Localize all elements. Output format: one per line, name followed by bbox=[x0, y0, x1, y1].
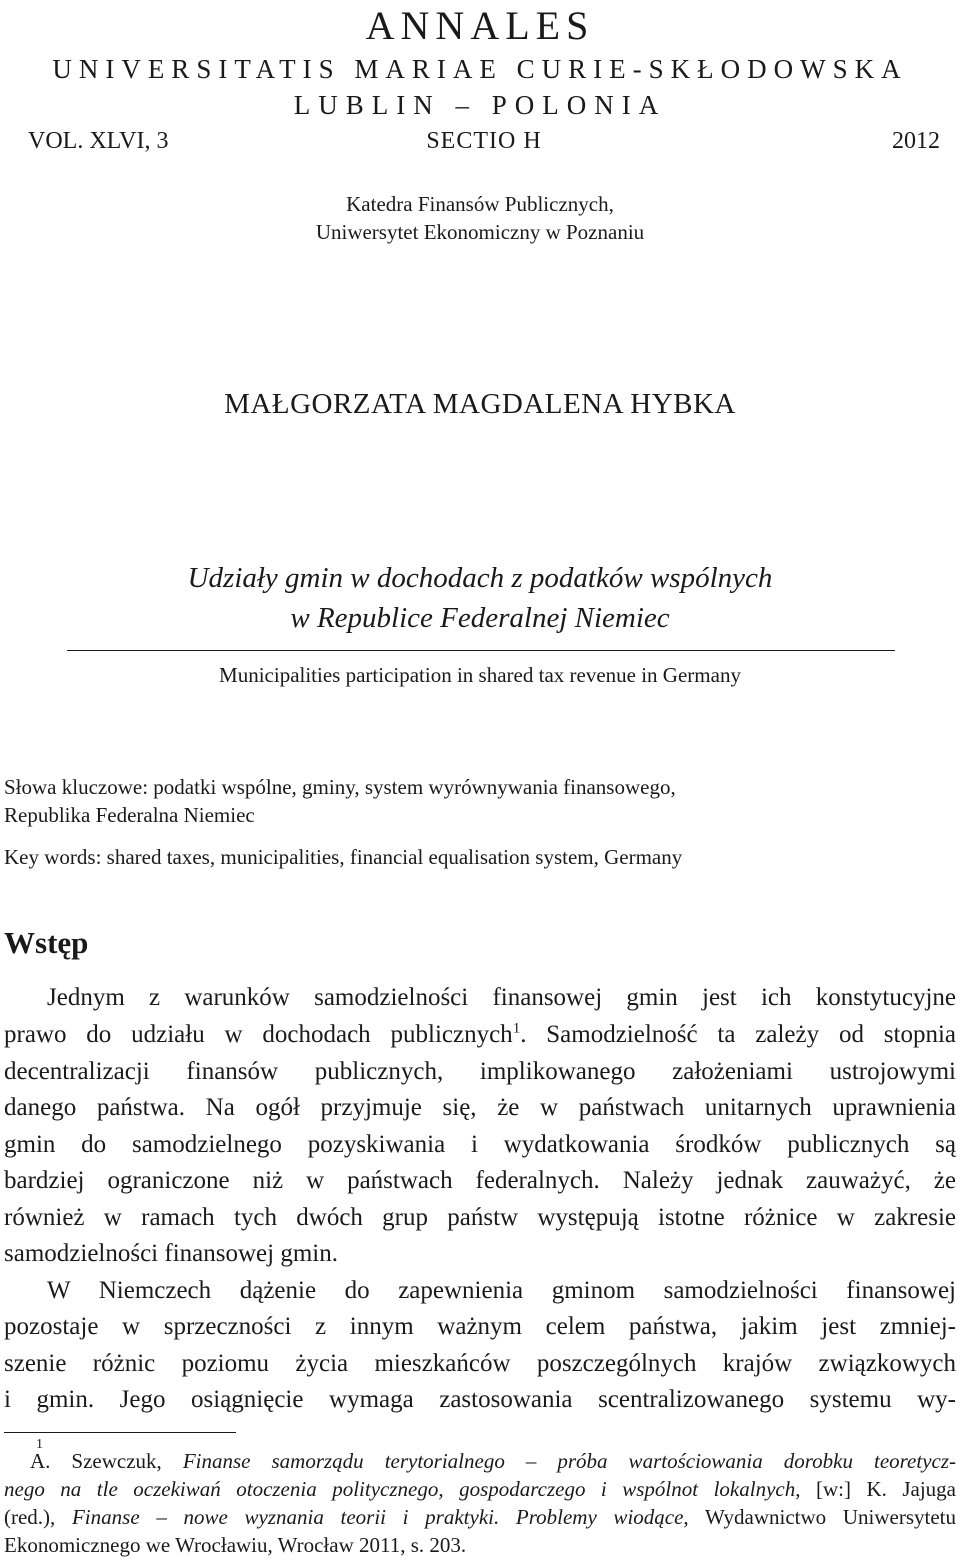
footnote-line: Ekonomicznego we Wrocławiu, Wrocław 2011, s. 203. bbox=[4, 1533, 467, 1557]
sectio-label: SECTIO H bbox=[426, 128, 542, 154]
body-line: gmin do samodzielnego pozyskiwania i wydatkowania środków publicznych są bbox=[4, 1131, 956, 1158]
journal-title: ANNALES bbox=[365, 3, 595, 48]
body-line: danego państwa. Na ogół przyjmuje się, że w państwach unitarnych uprawnienia bbox=[4, 1094, 956, 1121]
keywords-polish-line-1: Słowa kluczowe: podatki wspólne, gminy, system wyrównywania finansowego, bbox=[4, 775, 676, 799]
english-title: Municipalities participation in shared tax revenue in Germany bbox=[219, 663, 741, 687]
publication-year: 2012 bbox=[892, 128, 940, 154]
article-title-line-1: Udziały gmin w dochodach z podatków wspólnych bbox=[187, 562, 773, 594]
body-line: i gmin. Jego osiągnięcie wymaga zastosowania scentralizowanego systemu wy- bbox=[4, 1386, 956, 1413]
body-line: Jednym z warunków samodzielności finansowej gmin jest ich konstytucyjne bbox=[47, 984, 956, 1011]
body-line: pozostaje w sprzeczności z innym ważnym celem państwa, jakim jest zmniej- bbox=[4, 1313, 956, 1340]
body-line: samodzielności finansowej gmin. bbox=[4, 1240, 338, 1267]
university-name: UNIVERSITATIS MARIAE CURIE-SKŁODOWSKA bbox=[52, 54, 908, 84]
footnote-text: , [w:] K. Jajuga bbox=[795, 1477, 956, 1501]
city-country: LUBLIN – POLONIA bbox=[293, 90, 667, 120]
author-name: MAŁGORZATA MAGDALENA HYBKA bbox=[224, 388, 736, 420]
volume-number: VOL. XLVI, 3 bbox=[28, 128, 169, 154]
footnote-italic: Finanse samorządu terytorialnego – próba wartościowania dorobku teoretycz- bbox=[182, 1449, 956, 1473]
footnote-number: 1 bbox=[36, 1437, 43, 1452]
footnote-text: A. Szewczuk, bbox=[30, 1449, 183, 1473]
volume-row bbox=[28, 125, 940, 157]
footnote-divider bbox=[4, 1432, 236, 1433]
footnote-italic: nego na tle oczekiwań otoczenia politycznego, gospodarczego i wspólnot lokalnych bbox=[4, 1477, 796, 1501]
footnote-text: (red.), bbox=[4, 1505, 72, 1529]
article-title-line-2: w Republice Federalnej Niemiec bbox=[290, 602, 670, 634]
footnote-text: , Wydawnictwo Uniwersytetu bbox=[683, 1505, 956, 1529]
footnote-italic: Finanse – nowe wyznania teorii i praktyki. Problemy wiodące bbox=[71, 1505, 684, 1529]
affiliation-university: Uniwersytet Ekonomiczny w Poznaniu bbox=[315, 220, 645, 244]
footnote-line bbox=[4, 1475, 956, 1503]
footnote-line bbox=[4, 1503, 956, 1531]
body-line: W Niemczech dążenie do zapewnienia gminom samodzielności finansowej bbox=[47, 1277, 956, 1304]
body-line: szenie różnic poziomu życia mieszkańców poszczególnych krajów związkowych bbox=[4, 1350, 956, 1377]
body-text: . Samodzielność ta zależy od stopnia bbox=[520, 1021, 956, 1048]
keywords-english: Key words: shared taxes, municipalities, financial equalisation system, Germany bbox=[4, 845, 683, 869]
body-text: prawo do udziału w dochodach publicznych bbox=[4, 1021, 513, 1048]
body-line: decentralizacji finansów publicznych, implikowanego założeniami ustrojowymi bbox=[4, 1058, 956, 1085]
affiliation-department: Katedra Finansów Publicznych, bbox=[346, 192, 614, 216]
body-line: również w ramach tych dwóch grup państw występują istotne różnice w zakresie bbox=[4, 1204, 956, 1231]
keywords-polish-line-2: Republika Federalna Niemiec bbox=[4, 803, 255, 827]
footnote-line bbox=[30, 1447, 956, 1475]
body-line bbox=[4, 1017, 956, 1053]
body-line: bardziej ograniczone niż w państwach federalnych. Należy jednak zauważyć, że bbox=[4, 1167, 956, 1194]
section-heading: Wstęp bbox=[4, 925, 89, 960]
footnote-marker: 1 bbox=[512, 1020, 521, 1037]
title-divider bbox=[67, 650, 895, 651]
